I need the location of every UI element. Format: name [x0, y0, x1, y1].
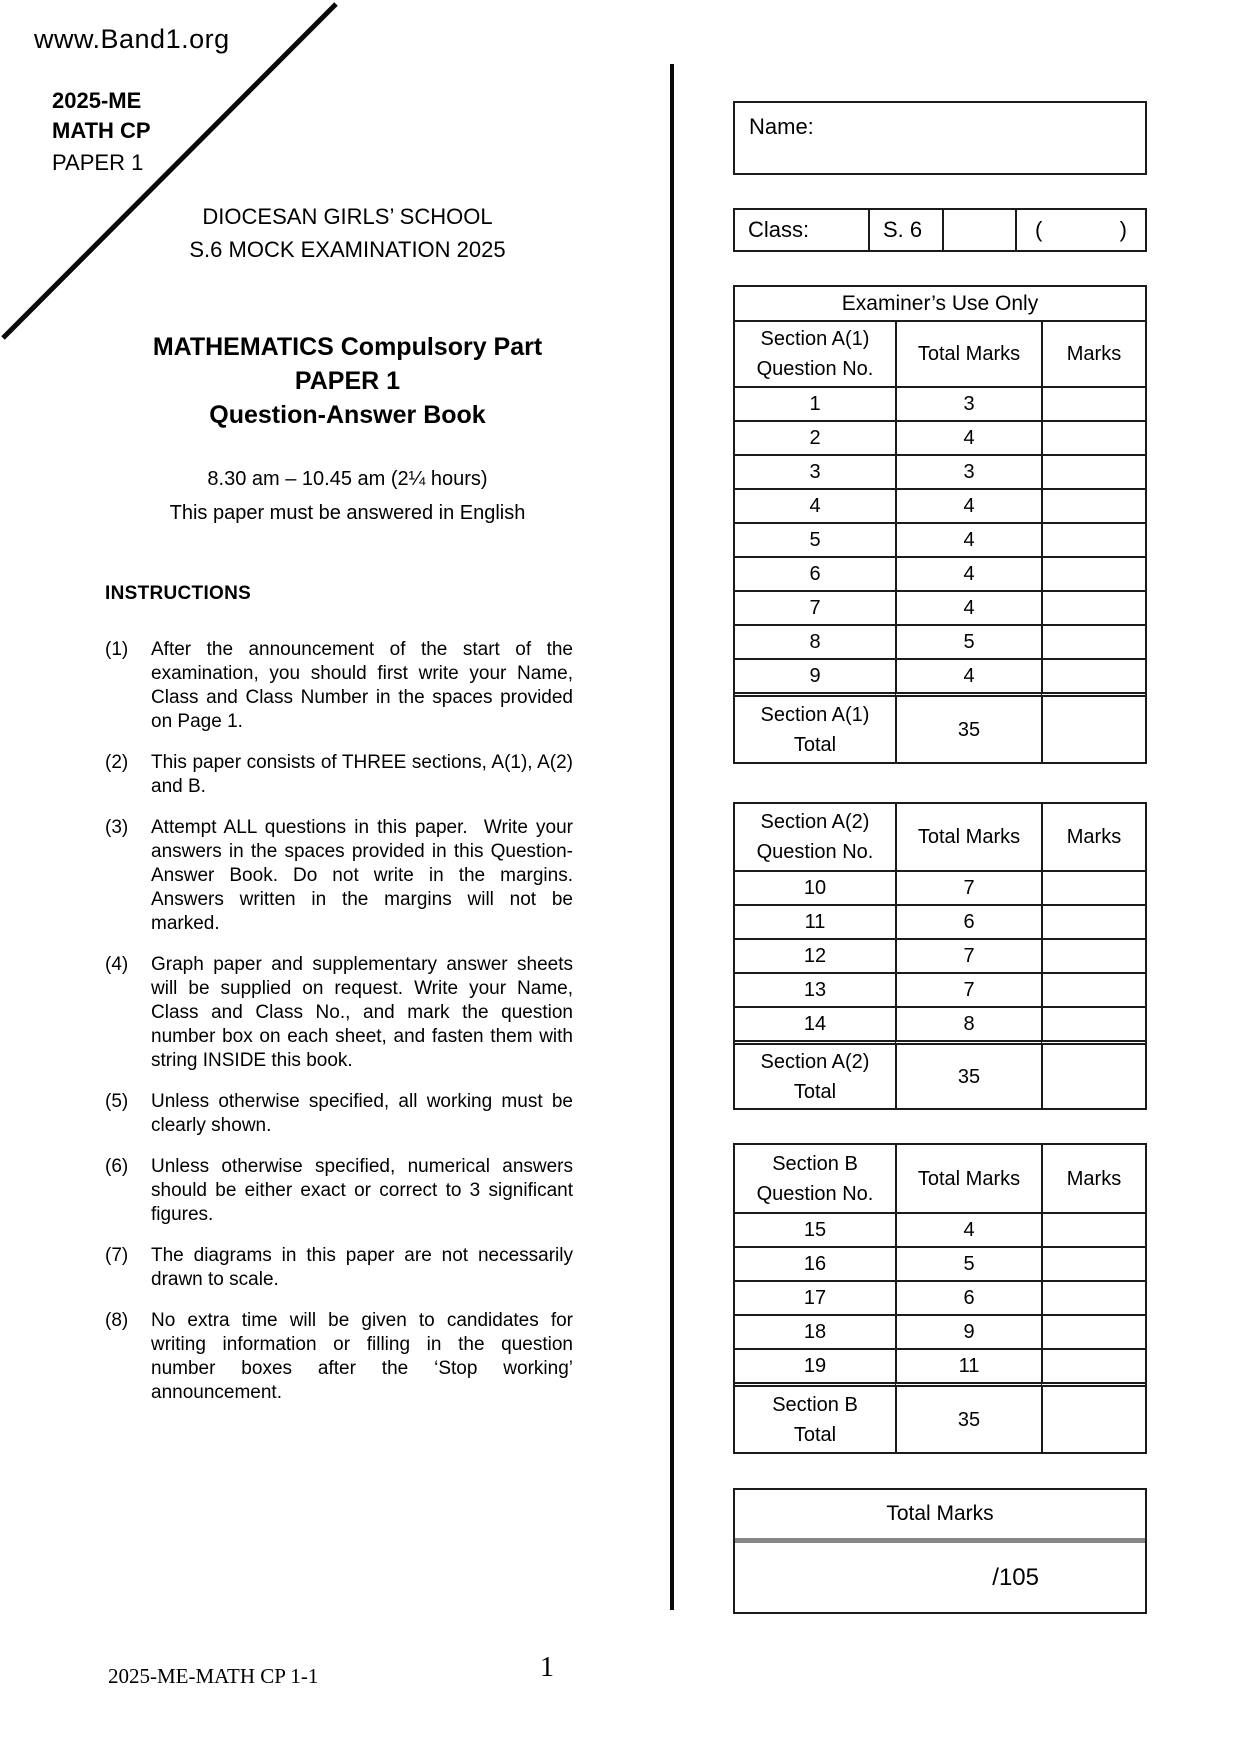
question-no: 3	[735, 454, 895, 488]
marks-blank[interactable]	[1041, 1212, 1145, 1246]
class-value: S. 6	[868, 210, 942, 250]
examiner-table-section-b	[733, 1143, 1147, 1454]
table-row	[735, 590, 1145, 624]
instructions-heading: INSTRUCTIONS	[105, 583, 252, 604]
name-label: Name:	[749, 114, 814, 139]
total-marks: 6	[895, 1280, 1041, 1314]
instruction-number: (2)	[105, 752, 129, 773]
question-no: 16	[735, 1246, 895, 1280]
table-row	[735, 1246, 1145, 1280]
table-row	[735, 870, 1145, 904]
total-marks: 4	[895, 522, 1041, 556]
grand-total-label: Total Marks	[886, 1502, 994, 1525]
section-total-row	[735, 1040, 1145, 1108]
question-no: 18	[735, 1314, 895, 1348]
marks-blank[interactable]	[1041, 590, 1145, 624]
table-row	[735, 624, 1145, 658]
instruction-text: This paper consists of THREE sections, A(1), A(2) and B.	[151, 752, 573, 797]
marks-blank[interactable]	[1041, 1040, 1145, 1108]
instruction-number: (8)	[105, 1310, 129, 1331]
total-marks: 3	[895, 454, 1041, 488]
marks-blank[interactable]	[1041, 1382, 1145, 1452]
section-total-value: 35	[895, 1040, 1041, 1108]
question-no: 9	[735, 658, 895, 692]
question-no: 17	[735, 1280, 895, 1314]
total-marks: 4	[895, 556, 1041, 590]
grand-total-blank[interactable]	[735, 1538, 1145, 1612]
marks-blank[interactable]	[1041, 454, 1145, 488]
table-row	[735, 1314, 1145, 1348]
table-header-row	[735, 1145, 1145, 1212]
section-total-label	[735, 1382, 895, 1452]
section-total-label	[735, 692, 895, 762]
paper-title	[65, 330, 630, 432]
language-note: This paper must be answered in English	[169, 502, 526, 524]
instruction-number: (6)	[105, 1156, 129, 1177]
exam-code	[52, 86, 151, 146]
table-header-row	[735, 320, 1145, 386]
paper-title-line3: Question-Answer Book	[209, 401, 486, 429]
marks-blank[interactable]	[1041, 386, 1145, 420]
instruction-number: (3)	[105, 817, 129, 838]
section-total-row	[735, 1382, 1145, 1452]
section-label-line2: Question No.	[756, 358, 874, 380]
instruction-text: Unless otherwise specified, all working must be clearly shown.	[151, 1091, 573, 1136]
paper-title-line1: MATHEMATICS Compulsory Part	[152, 333, 543, 361]
marks-blank[interactable]	[1041, 624, 1145, 658]
marks-blank[interactable]	[1041, 938, 1145, 972]
school-heading	[65, 200, 630, 266]
table-row	[735, 1006, 1145, 1040]
marks-blank[interactable]	[1041, 1280, 1145, 1314]
instruction-text: The diagrams in this paper are not necessarily drawn to scale.	[151, 1245, 573, 1290]
question-no: 5	[735, 522, 895, 556]
marks-blank[interactable]	[1041, 692, 1145, 762]
marks-blank[interactable]	[1041, 658, 1145, 692]
marks-blank[interactable]	[1041, 488, 1145, 522]
instruction-item-5	[105, 1090, 573, 1138]
instruction-text: After the announcement of the start of the examination, you should first write your Name, Class and Class Number in the spaces provided on Page 1.	[151, 639, 573, 732]
grand-total-denominator: /105	[992, 1563, 1039, 1591]
table-row	[735, 420, 1145, 454]
table-row	[735, 1280, 1145, 1314]
instruction-item-4	[105, 953, 573, 1073]
section-label-line2: Question No.	[756, 841, 874, 863]
total-marks: 4	[895, 488, 1041, 522]
col-question-no	[735, 1145, 895, 1212]
total-marks: 4	[895, 1212, 1041, 1246]
footer-document-code: 2025-ME-MATH CP 1-1	[108, 1664, 319, 1688]
section-label-line1: Section A(2)	[760, 811, 870, 833]
table-row	[735, 904, 1145, 938]
total-marks: 11	[895, 1348, 1041, 1382]
col-question-no	[735, 320, 895, 386]
instruction-number: (5)	[105, 1091, 129, 1112]
total-marks: 7	[895, 972, 1041, 1006]
instruction-text: Graph paper and supplementary answer sheets will be supplied on request. Write your Name, Class and Class No., and mark the question number box on each sheet, and fasten them with string INSIDE this book.	[151, 954, 573, 1071]
question-no: 13	[735, 972, 895, 1006]
total-marks: 3	[895, 386, 1041, 420]
table-row	[735, 972, 1145, 1006]
marks-blank[interactable]	[1041, 1348, 1145, 1382]
total-marks: 4	[895, 590, 1041, 624]
section-total-line1: Section A(2)	[760, 1050, 870, 1073]
table-row	[735, 658, 1145, 692]
exam-time: 8.30 am – 10.45 am (2¼ hours)	[207, 468, 488, 490]
section-label-line2: Question No.	[756, 1182, 874, 1205]
col-marks: Marks	[1041, 804, 1145, 870]
total-marks: 6	[895, 904, 1041, 938]
paren-close: )	[1119, 217, 1127, 242]
section-total-line1: Section A(1)	[760, 703, 870, 726]
instruction-number: (1)	[105, 639, 129, 660]
question-no: 8	[735, 624, 895, 658]
question-no: 6	[735, 556, 895, 590]
section-total-line2: Total	[793, 1423, 837, 1446]
total-marks: 7	[895, 870, 1041, 904]
total-marks: 9	[895, 1314, 1041, 1348]
total-marks: 5	[895, 1246, 1041, 1280]
instruction-text: Attempt ALL questions in this paper. Write your answers in the spaces provided in this Question-Answer Book. Do not write in the margins. Answers written in the margins will not be marked.	[151, 817, 573, 934]
marks-blank[interactable]	[1041, 972, 1145, 1006]
instruction-item-6	[105, 1155, 573, 1227]
name-field[interactable]	[733, 101, 1147, 175]
instruction-text: No extra time will be given to candidates for writing information or filling in the question number boxes after the ‘Stop working’ announcement.	[151, 1310, 573, 1403]
instruction-item-3	[105, 816, 573, 936]
examiner-table-section-a1	[733, 285, 1147, 764]
instructions-list	[105, 638, 573, 1422]
total-marks: 4	[895, 420, 1041, 454]
column-divider-line	[670, 64, 674, 1610]
marks-blank[interactable]	[1041, 1314, 1145, 1348]
question-no: 4	[735, 488, 895, 522]
question-no: 15	[735, 1212, 895, 1246]
marks-blank[interactable]	[1041, 904, 1145, 938]
question-no: 14	[735, 1006, 895, 1040]
instruction-text: Unless otherwise specified, numerical answers should be either exact or correct to 3 significant figures.	[151, 1156, 573, 1225]
examiner-table-section-a2	[733, 802, 1147, 1110]
marks-blank[interactable]	[1041, 522, 1145, 556]
section-total-row	[735, 692, 1145, 762]
total-marks: 7	[895, 938, 1041, 972]
table-row	[735, 386, 1145, 420]
instruction-item-8	[105, 1309, 573, 1405]
total-marks: 8	[895, 1006, 1041, 1040]
class-label: Class:	[748, 217, 810, 242]
question-no: 10	[735, 870, 895, 904]
instruction-number: (4)	[105, 954, 129, 975]
section-total-line2: Total	[793, 1080, 837, 1103]
marks-blank[interactable]	[1041, 1006, 1145, 1040]
question-no: 12	[735, 938, 895, 972]
instruction-item-7	[105, 1244, 573, 1292]
table-row	[735, 1348, 1145, 1382]
class-field	[733, 208, 1147, 252]
table-row	[735, 938, 1145, 972]
table-row	[735, 1212, 1145, 1246]
col-total-marks: Total Marks	[895, 804, 1041, 870]
question-no: 19	[735, 1348, 895, 1382]
total-marks: 5	[895, 624, 1041, 658]
exam-name: S.6 MOCK EXAMINATION 2025	[189, 237, 506, 262]
school-name: DIOCESAN GIRLS’ SCHOOL	[202, 204, 493, 229]
table-row	[735, 488, 1145, 522]
table-row	[735, 556, 1145, 590]
paper-number-label: PAPER 1	[52, 150, 144, 175]
col-total-marks: Total Marks	[895, 320, 1041, 386]
marks-blank[interactable]	[1041, 556, 1145, 590]
instruction-item-1	[105, 638, 573, 734]
col-marks: Marks	[1041, 320, 1145, 386]
col-question-no	[735, 804, 895, 870]
examiner-use-only-title: Examiner’s Use Only	[841, 291, 1039, 315]
exam-code-line1: 2025-ME	[52, 88, 142, 113]
col-total-marks: Total Marks	[895, 1145, 1041, 1212]
class-number-blank[interactable]	[942, 210, 1015, 250]
question-no: 11	[735, 904, 895, 938]
col-marks: Marks	[1041, 1145, 1145, 1212]
exam-time-block	[65, 462, 630, 530]
question-no: 2	[735, 420, 895, 454]
marks-blank[interactable]	[1041, 1246, 1145, 1280]
marks-blank[interactable]	[1041, 420, 1145, 454]
question-no: 1	[735, 386, 895, 420]
paper-title-line2: PAPER 1	[294, 367, 401, 395]
exam-code-line2: MATH CP	[52, 118, 151, 143]
section-total-value: 35	[895, 692, 1041, 762]
paren-open: (	[1035, 217, 1043, 242]
section-total-line1: Section B	[772, 1393, 858, 1416]
section-total-line2: Total	[793, 733, 837, 756]
table-row	[735, 454, 1145, 488]
section-label-line1: Section B	[772, 1152, 858, 1175]
marks-blank[interactable]	[1041, 870, 1145, 904]
section-total-value: 35	[895, 1382, 1041, 1452]
watermark-band1: www.Band1.org	[34, 24, 230, 54]
instruction-number: (7)	[105, 1245, 129, 1266]
question-no: 7	[735, 590, 895, 624]
class-paren-blank[interactable]	[1015, 210, 1145, 250]
section-total-label	[735, 1040, 895, 1108]
footer-page-number: 1	[540, 1652, 554, 1683]
total-marks: 4	[895, 658, 1041, 692]
table-header-row	[735, 804, 1145, 870]
table-row	[735, 522, 1145, 556]
section-label-line1: Section A(1)	[760, 328, 870, 350]
grand-total-box	[733, 1488, 1147, 1614]
instruction-item-2	[105, 751, 573, 799]
